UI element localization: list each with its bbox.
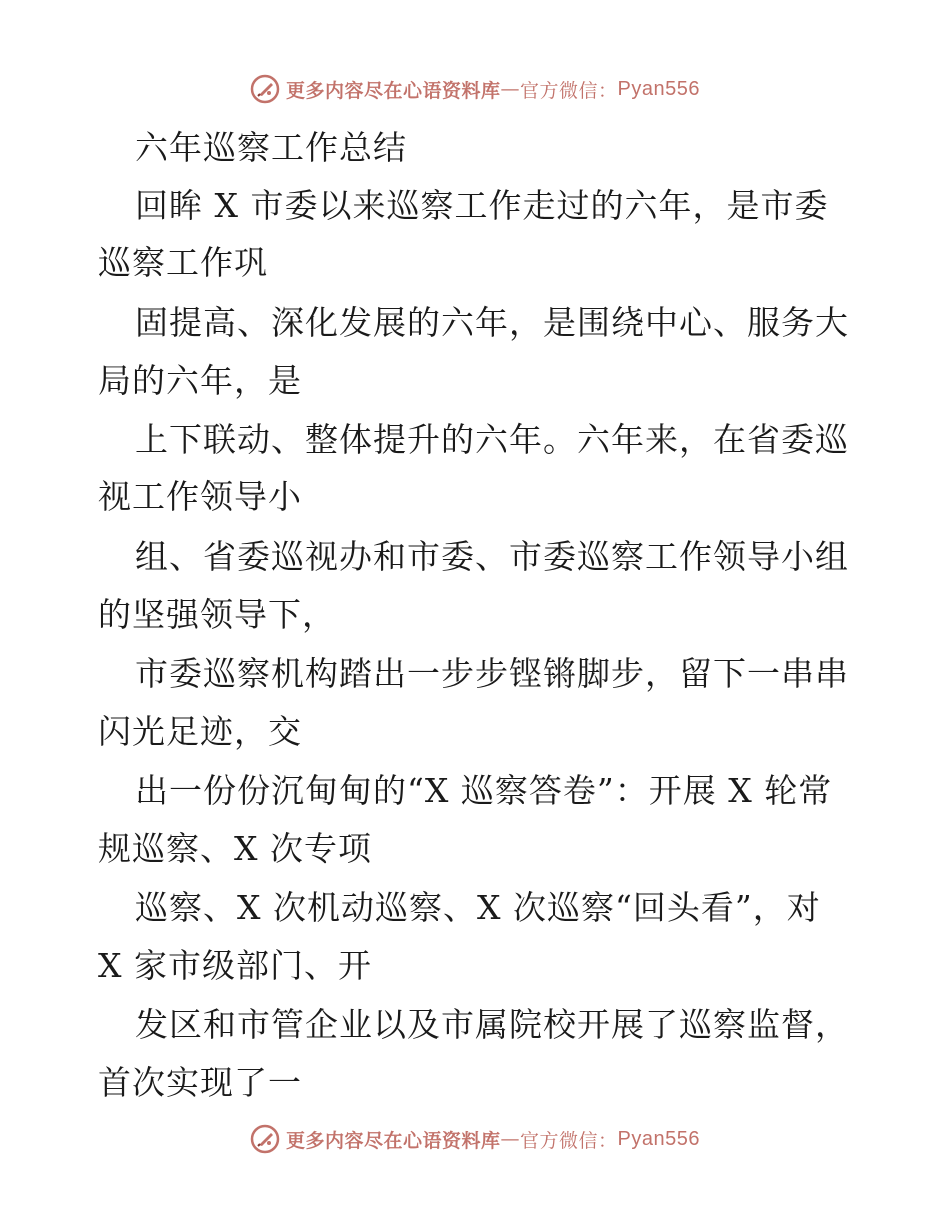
paragraph-line: 组、省委巡视办和市委、市委巡察工作领导小组: [135, 537, 849, 576]
header-watermark: [0, 72, 950, 106]
footer-watermark: [0, 1122, 950, 1156]
paragraph-line: 闪光足迹，交: [98, 712, 302, 751]
paragraph-line: 回眸 X 市委以来巡察工作走过的六年，是市委: [135, 186, 829, 225]
paragraph-line: 巡察、X 次机动巡察、X 次巡察“回头看”，对: [135, 888, 821, 927]
watermark-dash: —: [500, 78, 521, 100]
paragraph-line: 固提高、深化发展的六年，是围绕中心、服务大: [135, 303, 849, 342]
watermark-sub-text: 官方微信：: [520, 79, 618, 102]
watermark-sub-text: 官方微信：: [520, 1129, 618, 1152]
paragraph-line: 出一份份沉甸甸的“X 巡察答卷”：开展 X 轮常: [135, 771, 833, 810]
paragraph-line: 发区和市管企业以及市属院校开展了巡察监督，: [135, 1005, 849, 1044]
watermark-main-text: 更多内容尽在心语资料库: [286, 79, 501, 102]
paragraph-line: 上下联动、整体提升的六年。六年来，在省委巡: [135, 420, 849, 459]
watermark-wechat-id: Pyan556: [617, 77, 700, 100]
paragraph-line: 市委巡察机构踏出一步步铿锵脚步，留下一串串: [135, 654, 849, 693]
quill-pen-logo-icon: [250, 1124, 280, 1154]
paragraph-line: 视工作领导小: [98, 477, 302, 516]
watermark-wechat-id: Pyan556: [617, 1127, 700, 1150]
paragraph-line: 巡察工作巩: [98, 243, 268, 282]
paragraph-line: X 家市级部门、开: [98, 946, 372, 985]
paragraph-line: 的坚强领导下，: [98, 595, 336, 634]
quill-pen-logo-icon: [250, 74, 280, 104]
paragraph-line: 首次实现了一: [98, 1063, 302, 1102]
document-title: 六年巡察工作总结: [135, 128, 407, 167]
paragraph-line: 局的六年，是: [98, 361, 302, 400]
watermark-main-text: 更多内容尽在心语资料库: [286, 1129, 501, 1152]
paragraph-line: 规巡察、X 次专项: [98, 829, 372, 868]
watermark-dash: —: [500, 1128, 521, 1150]
